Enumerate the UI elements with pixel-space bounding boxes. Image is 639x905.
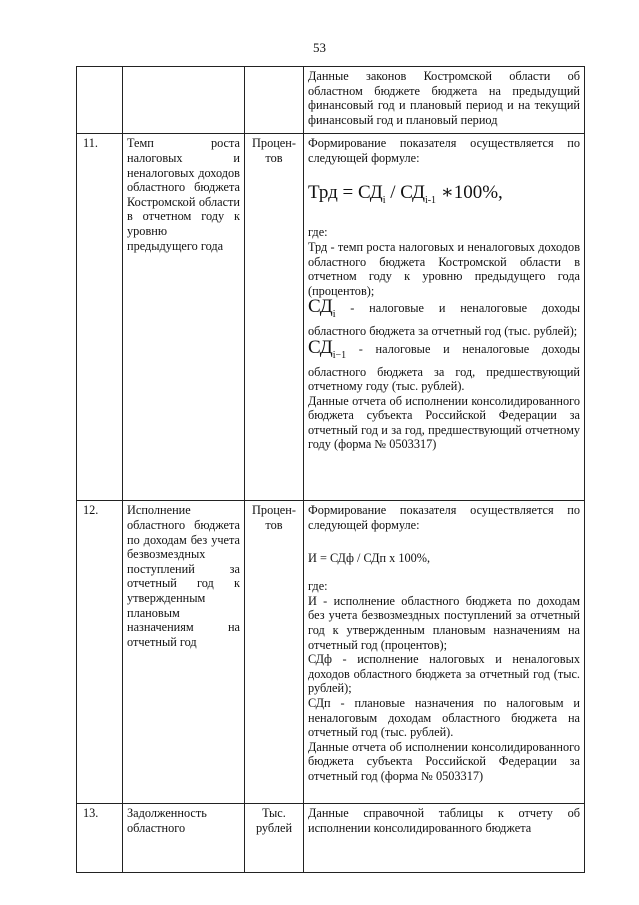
term-definition: $СД_i$ - налоговые и неналоговые доходы областного бюджета за отчетный год (тыс. рублей); — [308, 296, 580, 339]
table-row — [77, 501, 585, 804]
formula: И = СДф / СДп х 100%, — [308, 550, 431, 565]
indicator-name: Исполнение областного бюджета по доходам без учета безвозмездных поступлений за отчетный год к утвержденным плановым назначениям на отчетный год — [123, 501, 245, 804]
source-text: Данные отчета об исполнении консолидированного бюджета субъекта Российской Федерации за отчетный год и за год, предшествующий отчетному году (форма № 0503317) — [308, 393, 580, 452]
row-number: 12. — [77, 501, 123, 804]
row-number — [77, 67, 123, 134]
table-row — [77, 67, 585, 134]
unit: Процен-тов — [245, 134, 304, 501]
formula-intro: Формирование показателя осуществляется по следующей формуле: — [308, 136, 580, 165]
unit: Процен-тов — [245, 501, 304, 804]
where-label: где: — [308, 579, 328, 594]
term-definition: $СД_{i-1}$ - налоговые и неналоговые доходы областного бюджета за год, предшествующий отчетному году (тыс. рублей). — [308, 336, 580, 394]
source-text: Данные справочной таблицы к отчету об исполнении консолидированного бюджета — [308, 806, 580, 835]
unit: Тыс. рублей — [245, 804, 304, 873]
page-number: 53 — [313, 40, 326, 55]
where-label: где: — [308, 225, 328, 240]
row-number: 13. — [77, 804, 123, 873]
indicator-name: Задолженность областного — [123, 804, 245, 873]
term-definition: И - исполнение областного бюджета по доходам без учета безвозмездных поступлений за отчетный год к утвержденным плановым назначениям на отчетный год (процентов); — [308, 593, 580, 652]
term-definition: Трд - темп роста налоговых и неналоговых доходов областного бюджета Костромской области в отчетном году к уровню предыдущего года (процентов); — [308, 239, 580, 298]
calculation-method — [304, 804, 585, 873]
calculation-method — [304, 134, 585, 501]
formula-intro: Формирование показателя осуществляется по следующей формуле: — [308, 503, 580, 532]
term-definition: СДф - исполнение налоговых и неналоговых доходов областного бюджета за отчетный год (тыс. рублей); — [308, 652, 580, 696]
indicators-table — [76, 66, 585, 873]
formula: Трд = $СД_i / СД_{i-1}$ ∗100%, — [308, 181, 503, 206]
table-row — [77, 804, 585, 873]
calculation-method — [304, 501, 585, 804]
term-definition: СДп - плановые назначения по налоговым и неналоговым доходам областного бюджета на отчетный год (тыс. рублей). — [308, 695, 580, 740]
unit — [245, 67, 304, 134]
indicator-name — [123, 67, 245, 134]
source-text: Данные отчета об исполнении консолидированного бюджета субъекта Российской Федерации за отчетный год (форма № 0503317) — [308, 739, 580, 783]
source-text: Данные законов Костромской области об областном бюджете бюджета на предыдущий финансовый год и плановый период и на текущий финансовый год и плановый период — [308, 69, 580, 127]
indicator-name: Темп роста налоговых и неналоговых доходов областного бюджета Костромской области в отчетном году к уровню предыдущего года — [123, 134, 245, 501]
row-number: 11. — [77, 134, 123, 501]
table-row — [77, 134, 585, 501]
calculation-method — [304, 67, 585, 134]
